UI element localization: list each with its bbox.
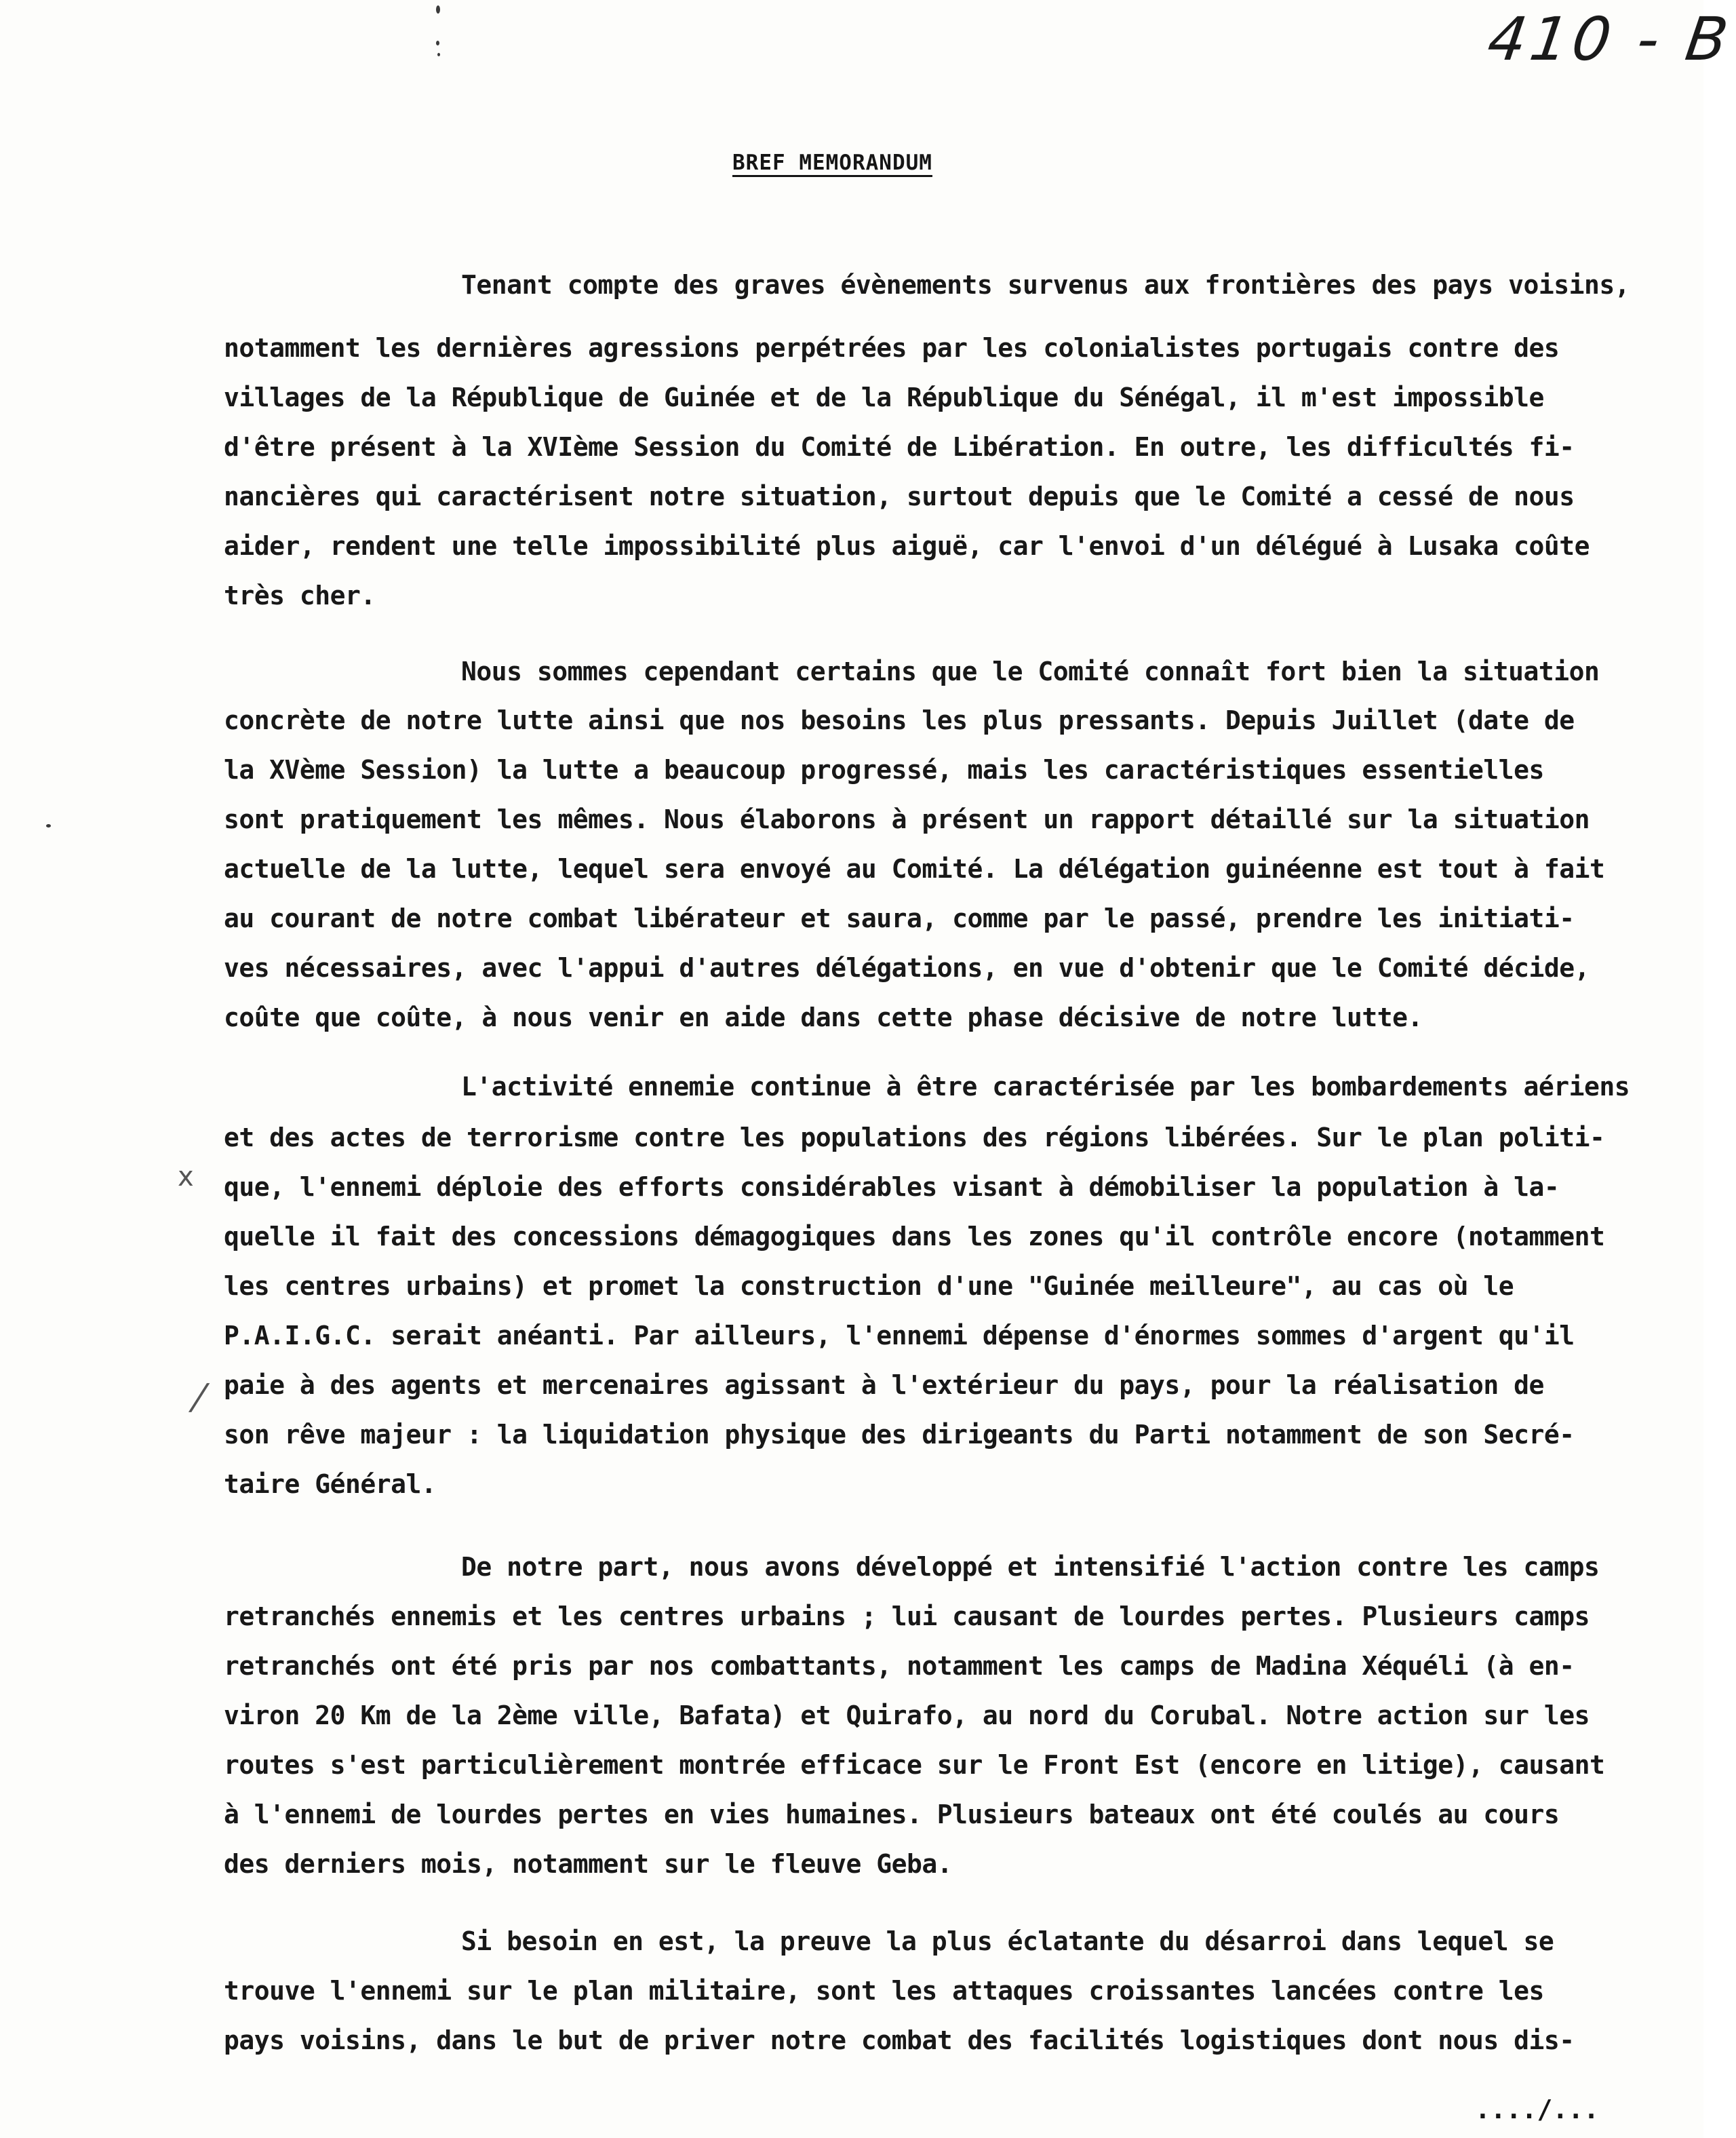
paragraph-4-line-1: De notre part, nous avons développé et intensifié l'action contre les camps bbox=[461, 1552, 1600, 1582]
scan-speck bbox=[437, 53, 440, 56]
scan-speck bbox=[436, 41, 439, 45]
paragraph-2-line-8: coûte que coûte, à nous venir en aide dans cette phase décisive de notre lutte. bbox=[224, 1003, 1423, 1032]
paragraph-3-line-5: les centres urbains) et promet la construction d'une "Guinée meilleure", au cas où le bbox=[224, 1271, 1514, 1301]
paragraph-3-line-9: taire Général. bbox=[224, 1469, 437, 1499]
paragraph-2-line-5: actuelle de la lutte, lequel sera envoyé au Comité. La délégation guinéenne est tout à fait bbox=[224, 854, 1605, 884]
paragraph-1-line-6: aider, rendent une telle impossibilité plus aiguë, car l'envoi d'un délégué à Lusaka coûte bbox=[224, 531, 1590, 561]
paragraph-2-line-3: la XVème Session) la lutte a beaucoup progressé, mais les caractéristiques essentielles bbox=[224, 755, 1544, 785]
paragraph-4-line-3: retranchés ont été pris par nos combattants, notamment les camps de Madina Xéquéli (à en- bbox=[224, 1651, 1575, 1681]
paragraph-3-line-1: L'activité ennemie continue à être caractérisée par les bombardements aériens bbox=[461, 1072, 1630, 1102]
paragraph-5-line-1: Si besoin en est, la preuve la plus éclatante du désarroi dans lequel se bbox=[461, 1926, 1554, 1956]
paragraph-4-line-6: à l'ennemi de lourdes pertes en vies humaines. Plusieurs bateaux ont été coulés au cours bbox=[224, 1800, 1560, 1829]
paragraph-2-line-1: Nous sommes cependant certains que le Comité connaît fort bien la situation bbox=[461, 657, 1600, 686]
paragraph-3-line-6: P.A.I.G.C. serait anéanti. Par ailleurs, l'ennemi dépense d'énormes sommes d'argent qu'il bbox=[224, 1321, 1575, 1350]
paragraph-2-line-4: sont pratiquement les mêmes. Nous élaborons à présent un rapport détaillé sur la situation bbox=[224, 804, 1590, 834]
paragraph-4-line-4: viron 20 Km de la 2ème ville, Bafata) et Quirafo, au nord du Corubal. Notre action sur les bbox=[224, 1700, 1590, 1730]
paragraph-5-line-3: pays voisins, dans le but de priver notre combat des facilités logistiques dont nous dis- bbox=[224, 2025, 1575, 2055]
paragraph-3-line-4: quelle il fait des concessions démagogiques dans les zones qu'il contrôle encore (notamment bbox=[224, 1222, 1605, 1251]
paragraph-2-line-7: ves nécessaires, avec l'appui d'autres délégations, en vue d'obtenir que le Comité décide, bbox=[224, 953, 1590, 983]
margin-slash-mark: / bbox=[186, 1377, 212, 1418]
margin-cross-mark: x bbox=[178, 1161, 194, 1192]
paragraph-3-line-2: et des actes de terrorisme contre les populations des régions libérées. Sur le plan politi- bbox=[224, 1123, 1605, 1152]
paragraph-2-line-6: au courant de notre combat libérateur et saura, comme par le passé, prendre les initiati- bbox=[224, 903, 1575, 933]
document-title: BREF MEMORANDUM bbox=[732, 151, 932, 175]
paragraph-4-line-7: des derniers mois, notamment sur le fleuve Geba. bbox=[224, 1849, 953, 1879]
scan-speck bbox=[46, 824, 51, 828]
paragraph-2-line-2: concrète de notre lutte ainsi que nos besoins les plus pressants. Depuis Juillet (date de bbox=[224, 705, 1575, 735]
paragraph-1-line-1: Tenant compte des graves évènements survenus aux frontières des pays voisins, bbox=[461, 270, 1630, 300]
paragraph-1-line-2: notamment les dernières agressions perpétrées par les colonialistes portugais contre des bbox=[224, 333, 1560, 363]
paragraph-1-line-5: nancières qui caractérisent notre situation, surtout depuis que le Comité a cessé de nous bbox=[224, 482, 1575, 511]
paragraph-4-line-2: retranchés ennemis et les centres urbains ; lui causant de lourdes pertes. Plusieurs camps bbox=[224, 1601, 1590, 1631]
paragraph-1-line-4: d'être présent à la XVIème Session du Comité de Libération. En outre, les difficultés fi- bbox=[224, 432, 1575, 462]
paragraph-3-line-7: paie à des agents et mercenaires agissant à l'extérieur du pays, pour la réalisation de bbox=[224, 1370, 1544, 1400]
paragraph-5-line-2: trouve l'ennemi sur le plan militaire, sont les attaques croissantes lancées contre les bbox=[224, 1976, 1544, 2006]
continuation-marker: ..../... bbox=[1475, 2095, 1600, 2124]
handwritten-reference-mark: 410 - B bbox=[1483, 4, 1736, 74]
paragraph-3-line-3: que, l'ennemi déploie des efforts considérables visant à démobiliser la population à la- bbox=[224, 1172, 1560, 1202]
paragraph-4-line-5: routes s'est particulièrement montrée efficace sur le Front Est (encore en litige), causant bbox=[224, 1750, 1605, 1780]
paragraph-1-line-3: villages de la République de Guinée et de la République du Sénégal, il m'est impossible bbox=[224, 383, 1544, 412]
paragraph-3-line-8: son rêve majeur : la liquidation physique des dirigeants du Parti notamment de son Secré- bbox=[224, 1420, 1575, 1450]
paragraph-1-line-7: très cher. bbox=[224, 581, 376, 610]
scan-speck bbox=[436, 5, 440, 14]
